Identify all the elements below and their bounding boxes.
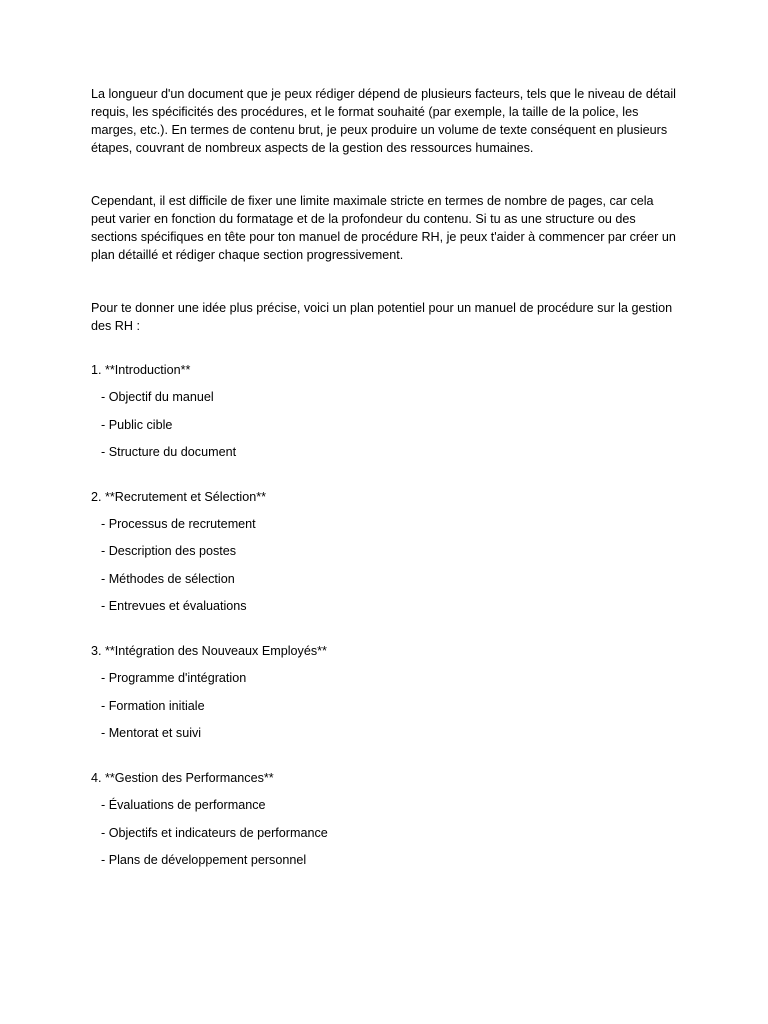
list-item: - Objectifs et indicateurs de performance bbox=[101, 825, 328, 840]
section-title: 2. **Recrutement et Sélection** bbox=[91, 489, 267, 504]
list-item: - Méthodes de sélection bbox=[101, 571, 235, 586]
list-item: - Objectif du manuel bbox=[101, 390, 214, 405]
limit-paragraph: Cependant, il est difficile de fixer une limite maximale stricte en termes de nombre de pages, car cela peut varier en fonction du formatage et de la profondeur du contenu. Si tu as une structure ou des sections spécifiques en tête pour ton manuel de procédure RH, je peux t'aider à commencer par créer un plan détaillé et rédiger chaque section progressivement. bbox=[91, 194, 676, 262]
plan-intro-paragraph: Pour te donner une idée plus précise, voici un plan potentiel pour un manuel de procédure sur la gestion des RH : bbox=[91, 301, 673, 333]
section-title: 3. **Intégration des Nouveaux Employés** bbox=[91, 644, 327, 659]
section-integration bbox=[91, 642, 681, 742]
list-item: - Formation initiale bbox=[101, 698, 205, 713]
list-item: - Programme d'intégration bbox=[101, 671, 247, 686]
section-title: 1. **Introduction** bbox=[91, 363, 191, 377]
list-item: - Évaluations de performance bbox=[101, 798, 266, 813]
section-performances bbox=[91, 769, 681, 869]
document-page bbox=[91, 85, 681, 896]
section-recrutement bbox=[91, 488, 681, 615]
list-item: - Description des postes bbox=[101, 544, 237, 559]
list-item: - Processus de recrutement bbox=[101, 517, 256, 532]
list-item: - Public cible bbox=[101, 417, 173, 432]
intro-paragraph: La longueur d'un document que je peux rédiger dépend de plusieurs facteurs, tels que le niveau de détail requis, les spécificités des procédures, et le format souhaité (par exemple, la taille de la police, les marges, etc.). En termes de contenu brut, je peux produire un volume de texte conséquent en plusieurs étapes, couvrant de nombreux aspects de la gestion des ressources humaines. bbox=[91, 87, 676, 155]
section-title: 4. **Gestion des Performances** bbox=[91, 770, 274, 785]
list-item: - Mentorat et suivi bbox=[101, 725, 202, 740]
section-introduction bbox=[91, 361, 681, 461]
list-item: - Plans de développement personnel bbox=[101, 852, 307, 867]
list-item: - Structure du document bbox=[101, 444, 237, 459]
list-item: - Entrevues et évaluations bbox=[101, 599, 247, 614]
